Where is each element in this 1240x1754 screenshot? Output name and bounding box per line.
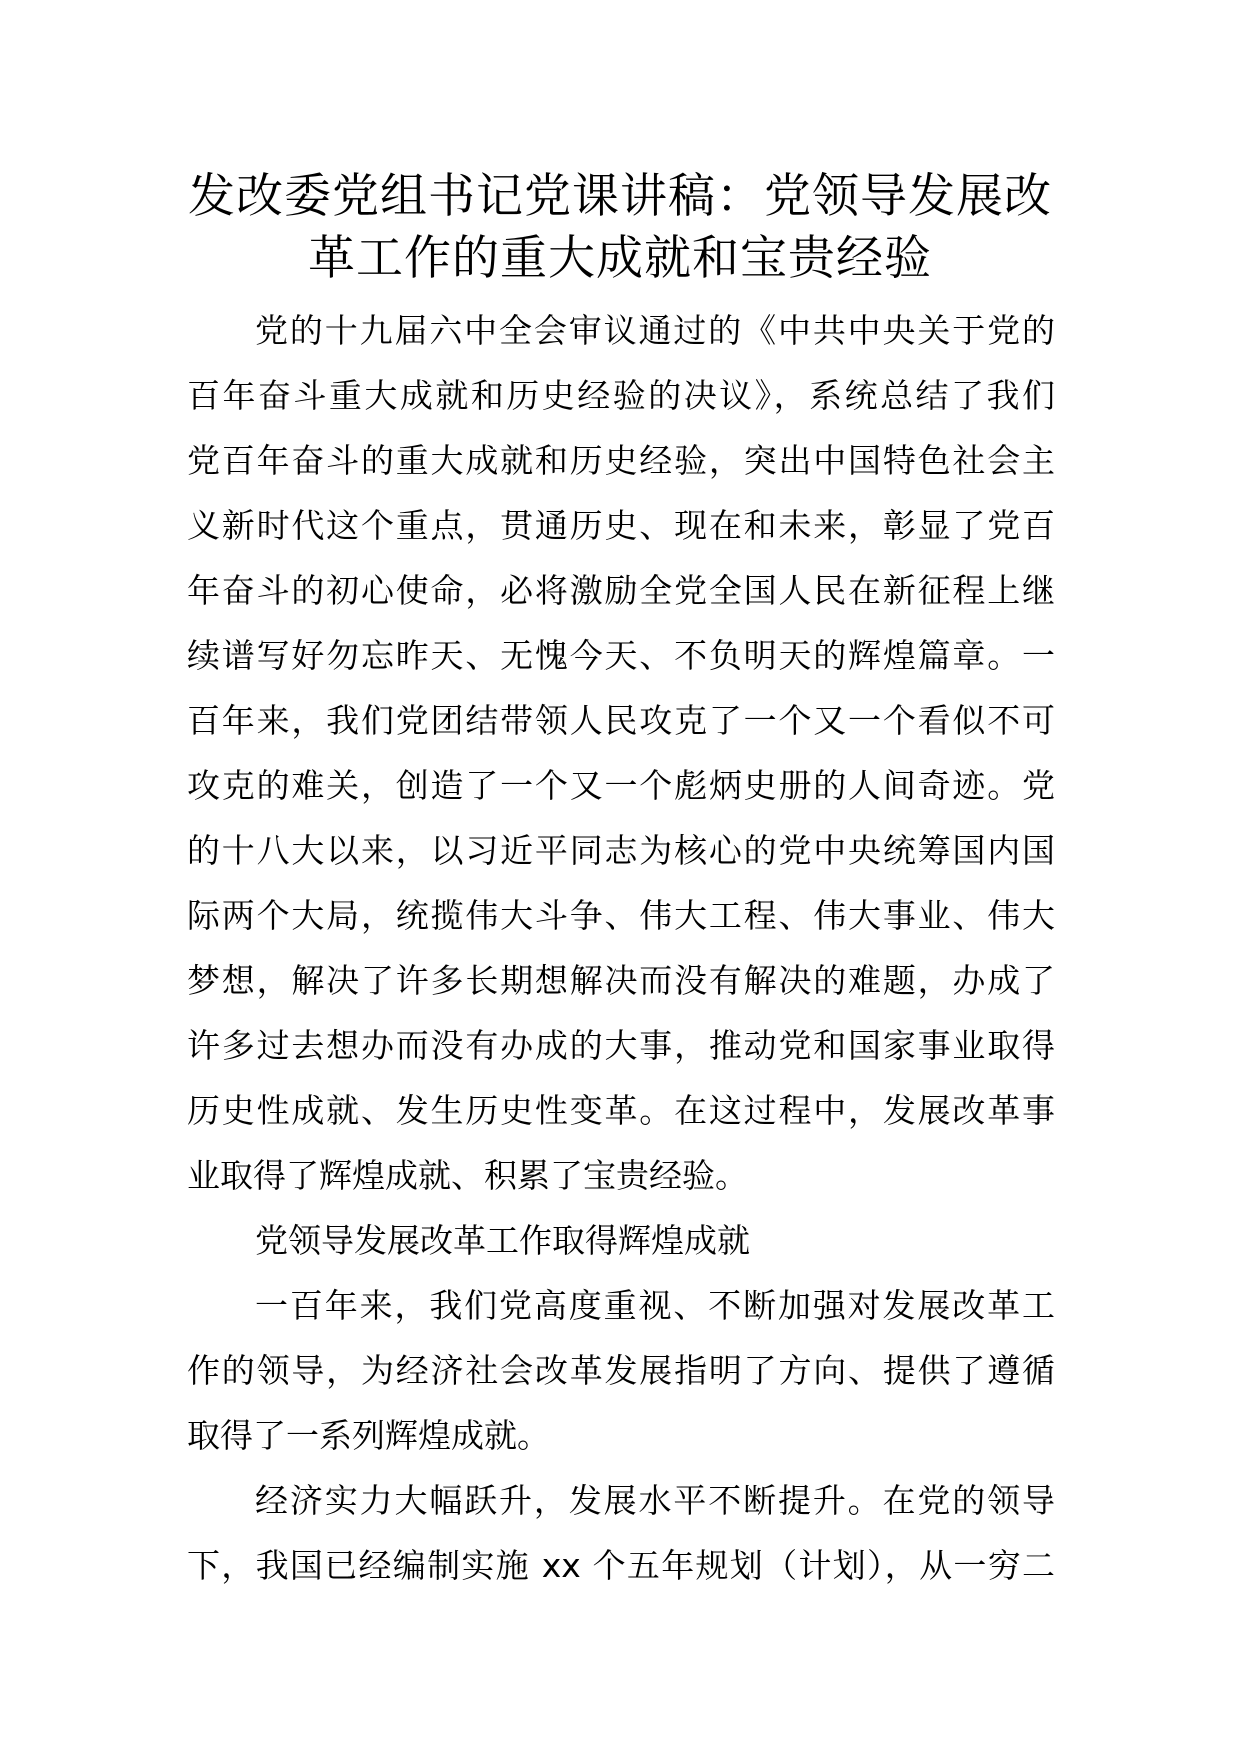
text-line: 党百年奋斗的重大成就和历史经验，突出中国特色社会主	[187, 441, 1055, 480]
text-line: 续谱写好勿忘昨天、无愧今天、不负明天的辉煌篇章。一	[187, 636, 1055, 675]
document-body	[187, 298, 1055, 1598]
paragraph-achievements	[187, 1273, 1055, 1468]
text-line: 梦想，解决了许多长期想解决而没有解决的难题，办成了	[187, 961, 1055, 1000]
text-line: 义新时代这个重点，贯通历史、现在和未来，彰显了党百	[187, 506, 1055, 545]
text-line: 取得了一系列辉煌成就。	[187, 1416, 550, 1455]
text-line: 下，我国已经编制实施 xx 个五年规划（计划），从一穷二	[187, 1546, 1055, 1585]
text-line: 年奋斗的初心使命，必将激励全党全国人民在新征程上继	[187, 571, 1055, 610]
document-title	[150, 166, 1090, 290]
text-line: 的十八大以来，以习近平同志为核心的党中央统筹国内国	[187, 831, 1055, 870]
text-line: 攻克的难关，创造了一个又一个彪炳史册的人间奇迹。党	[187, 766, 1055, 805]
text-line: 际两个大局，统揽伟大斗争、伟大工程、伟大事业、伟大	[187, 896, 1055, 935]
text-line: 百年来，我们党团结带领人民攻克了一个又一个看似不可	[187, 701, 1055, 740]
title-line-2: 革工作的重大成就和宝贵经验	[308, 231, 932, 286]
paragraph-economy	[187, 1468, 1055, 1598]
text-line: 百年奋斗重大成就和历史经验的决议》，系统总结了我们	[187, 376, 1055, 415]
text-line: 作的领导，为经济社会改革发展指明了方向、提供了遵循	[187, 1351, 1055, 1390]
heading-line: 党领导发展改革工作取得辉煌成就	[255, 1221, 750, 1260]
text-line: 一百年来，我们党高度重视、不断加强对发展改革工	[255, 1286, 1055, 1325]
section-heading	[187, 1208, 1055, 1273]
title-line-1: 发改委党组书记党课讲稿：党领导发展改	[188, 169, 1052, 224]
text-line: 历史性成就、发生历史性变革。在这过程中，发展改革事	[187, 1091, 1055, 1130]
text-line: 党的十九届六中全会审议通过的《中共中央关于党的	[255, 311, 1055, 350]
text-line: 业取得了辉煌成就、积累了宝贵经验。	[187, 1156, 748, 1195]
text-line: 许多过去想办而没有办成的大事，推动党和国家事业取得	[187, 1026, 1055, 1065]
paragraph-intro	[187, 298, 1055, 1208]
text-line: 经济实力大幅跃升，发展水平不断提升。在党的领导	[255, 1481, 1055, 1520]
